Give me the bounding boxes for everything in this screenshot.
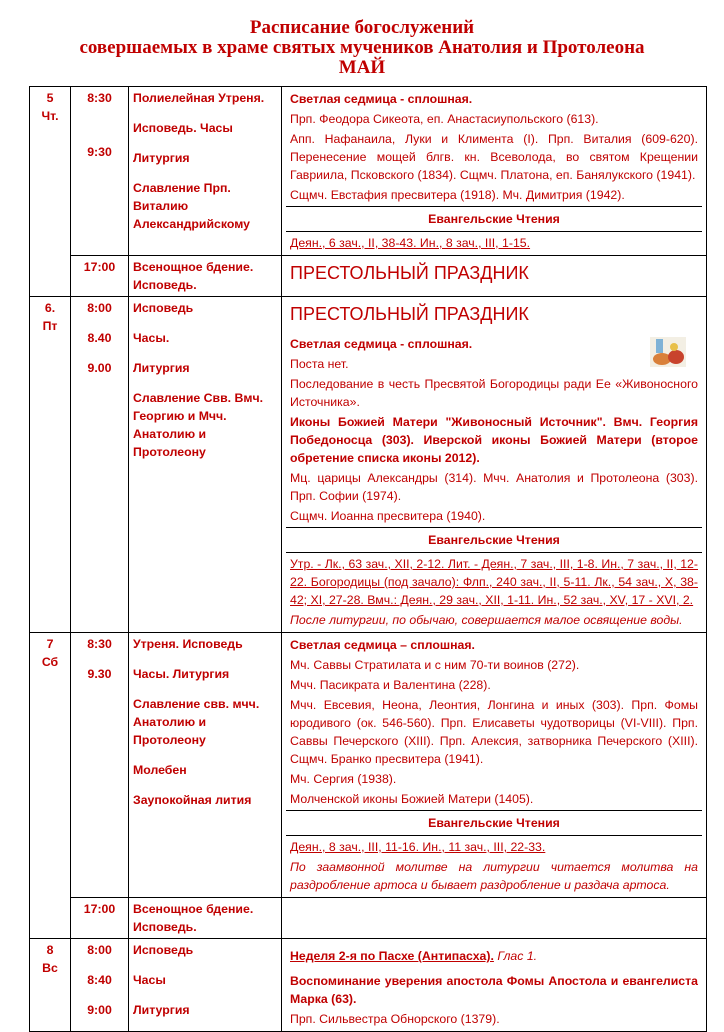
gospel-heading: Евангельские Чтения <box>286 527 702 553</box>
day-of-week: Чт. <box>41 109 59 123</box>
service-item: Славление свв. мчч. Анатолию и Протолеону <box>133 697 260 747</box>
tone-label: Глас 1. <box>497 949 538 963</box>
time-entry: 8:00 <box>87 943 112 957</box>
service-cell <box>129 87 282 256</box>
title-month: МАЙ <box>338 57 386 78</box>
time-cell <box>71 939 129 1032</box>
service-item: Славление Свв. Вмч. Георгию и Мчч. Анатолию и Протолеону <box>133 391 264 459</box>
day-of-week: Вс <box>42 961 58 975</box>
feast-icons: Иконы Божией Матери "Живоносный Источник". Вмч. Георгия Победоносца (303). Иверской иконы Божией Матери (второе обретение списка иконы 2012). <box>290 415 698 465</box>
description-cell <box>282 939 707 1032</box>
saints-text: Сщмч. Евстафия пресвитера (1918). Мч. Димитрия (1942). <box>290 188 625 202</box>
patronal-feast-label: ПРЕСТОЛЬНЫЙ ПРАЗДНИК <box>290 304 529 324</box>
day-cell <box>30 633 71 939</box>
day-row-5 <box>30 87 707 256</box>
time-entry: 9.30 <box>87 667 112 681</box>
service-item: Утреня. Исповедь <box>133 637 243 651</box>
day-row-7 <box>30 633 707 898</box>
day-cell <box>30 297 71 633</box>
day-number: 5 <box>46 91 54 105</box>
time-entry: 8:30 <box>87 637 112 651</box>
saints-text: Мч. Саввы Стратилата и с ним 70-ти воинов (272). <box>290 658 580 672</box>
service-cell <box>129 297 282 633</box>
description-cell <box>282 87 707 256</box>
feast-title: Неделя 2-я по Пасхе (Антипасха). <box>290 949 494 963</box>
service-item: Часы. <box>133 331 170 345</box>
day-number: 7 <box>46 637 54 651</box>
feast-title: Светлая седмица - сплошная. <box>290 337 473 351</box>
time-cell <box>71 633 129 898</box>
feast-commemoration: Воспоминание уверения апостола Фомы Апостола и евангелиста Марка (63). <box>290 974 698 1006</box>
time-entry: 8.40 <box>87 331 112 345</box>
saints-text: Мчч. Евсевия, Неона, Леонтия, Лонгина и иных (303). Прп. Фомы юродивого (ок. 546-560). Прп. Елисаветы чудотворицы (VI-VIII). Прп. Саввы Печерского (XIII). Прп. Алексия, затворника Печерского (XIII). Сщмч. Бранко пресвитера (1941). <box>290 698 698 766</box>
gospel-readings: Деян., 8 зач., III, 11-16. Ин., 11 зач., III, 22-33. <box>290 840 546 854</box>
time-cell <box>71 87 129 256</box>
title-line-2: совершаемых в храме святых мучеников Анатолия и Протолеона <box>79 37 645 58</box>
description-cell <box>282 297 707 633</box>
time-entry: 8:30 <box>87 91 112 105</box>
service-item: Часы. Литургия <box>133 667 230 681</box>
evening-row-5 <box>30 256 707 297</box>
saints-text: Мч. Сергия (1938). <box>290 772 397 786</box>
service-item: Заупокойная лития <box>133 793 252 807</box>
time-entry: 9:30 <box>87 145 112 159</box>
service-cell <box>129 939 282 1032</box>
saints-text: Мчч. Пасикрата и Валентина (228). <box>290 678 491 692</box>
evening-time: 17:00 <box>71 256 129 297</box>
service-item: Исповедь <box>133 943 194 957</box>
description-cell <box>282 633 707 898</box>
day-row-8 <box>30 939 707 1032</box>
patronal-feast-label: ПРЕСТОЛЬНЫЙ ПРАЗДНИК <box>290 263 529 283</box>
service-item: Часы <box>133 973 166 987</box>
gospel-readings: Утр. - Лк., 63 зач., XII, 2-12. Лит. - Деян., 7 зач., III, 1-8. Ин., 7 зач., II, 12-22. Богородицы (под зачало): Флп., 240 зач., II, 5-11. Лк., 54 зач., X, 38-42; XI, 27-28. Вмч.: Деян., 29 зач., XII, 1-11. Ин., 52 зач., XV, 17 - XVI, 2. <box>290 557 698 607</box>
fast-note: Поста нет. <box>290 357 349 371</box>
service-item: Полиелейная Утреня. <box>133 91 265 105</box>
service-item: Исповедь. Часы <box>133 121 233 135</box>
time-entry: 9:00 <box>87 1003 112 1017</box>
service-item: Литургия <box>133 361 190 375</box>
feast-title: Светлая седмица – сплошная. <box>290 638 475 652</box>
service-item: Исповедь <box>133 301 194 315</box>
day-number: 6. <box>44 301 56 315</box>
food-icon <box>648 331 688 371</box>
service-item: Литургия <box>133 1003 190 1017</box>
evening-time: 17:00 <box>71 898 129 939</box>
gospel-readings: Деян., 6 зач., II, 38-43. Ин., 8 зач., III, 1-15. <box>290 236 531 250</box>
intro-text: Последование в честь Пресвятой Богородицы ради Ее «Живоносного Источника». <box>290 377 698 409</box>
day-of-week: Пт <box>42 319 58 333</box>
evening-row-7 <box>30 898 707 939</box>
gospel-heading: Евангельские Чтения <box>286 206 702 232</box>
day-cell <box>30 87 71 297</box>
service-item: Литургия <box>133 151 190 165</box>
saints-text: Молченской иконы Божией Матери (1405). <box>290 792 534 806</box>
saints-text: Сщмч. Иоанна пресвитера (1940). <box>290 509 486 523</box>
evening-service: Всенощное бдение. Исповедь. <box>129 256 282 297</box>
feast-title: Светлая седмица - сплошная. <box>290 92 473 106</box>
time-entry: 8:00 <box>87 301 112 315</box>
day-number: 8 <box>46 943 54 957</box>
schedule-header <box>0 0 724 78</box>
gospel-heading: Евангельские Чтения <box>286 810 702 836</box>
saints-text: Апп. Нафанаила, Луки и Климента (I). Прп. Виталия (609-620). Перенесение мощей блгв. кн. Всеволода, во святом Крещении Гавриила, Псковского (1834). Сщмч. Платона, еп. Банялукского (1941). <box>290 132 698 182</box>
saints-text: Мц. царицы Александры (314). Мчч. Анатолия и Протолеона (303). Прп. Софии (1974). <box>290 471 698 503</box>
day-of-week: Сб <box>41 655 59 669</box>
service-note: По заамвонной молитве на литургии читается молитва на раздробление артоса и бывает раздробление и раздача артоса. <box>290 860 698 892</box>
service-cell <box>129 633 282 898</box>
service-item: Славление Прп. Виталию Александрийскому <box>133 181 251 231</box>
evening-service: Всенощное бдение. Исповедь. <box>129 898 282 939</box>
service-note: После литургии, по обычаю, совершается малое освящение воды. <box>290 613 683 627</box>
time-entry: 9.00 <box>87 361 112 375</box>
time-entry: 8:40 <box>87 973 112 987</box>
day-cell <box>30 939 71 1032</box>
saints-text: Прп. Сильвестра Обнорского (1379). <box>290 1012 500 1026</box>
time-cell <box>71 297 129 633</box>
saints-text: Прп. Феодора Сикеота, еп. Анастасиупольского (613). <box>290 112 599 126</box>
service-item: Молебен <box>133 763 187 777</box>
title-line-1: Расписание богослужений <box>249 17 475 38</box>
schedule-table <box>29 86 707 1032</box>
day-row-6 <box>30 297 707 633</box>
